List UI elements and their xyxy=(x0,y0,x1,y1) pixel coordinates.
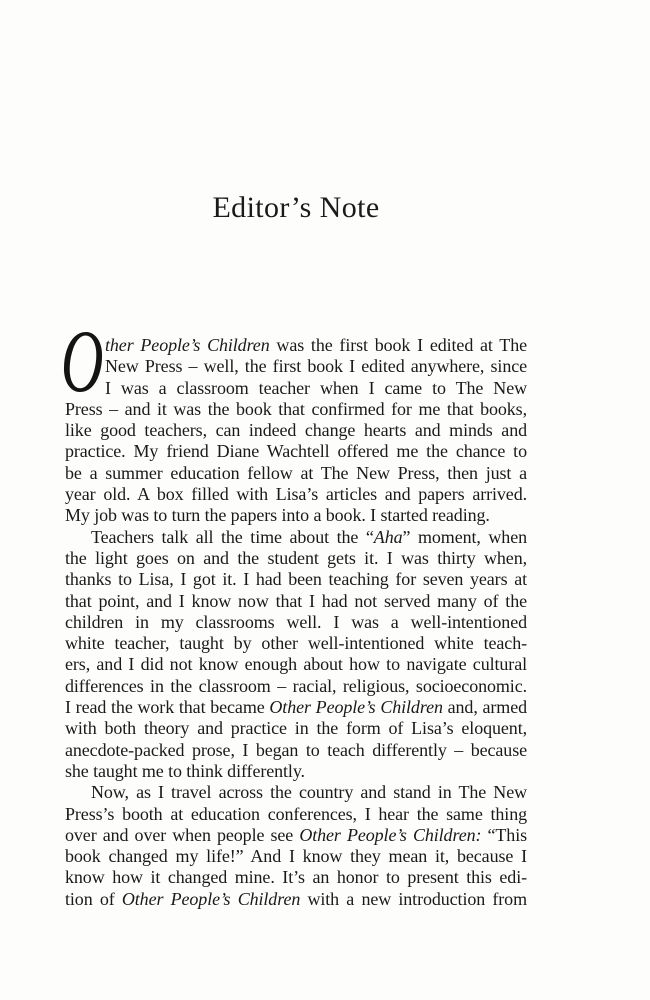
text-line xyxy=(65,527,527,548)
text-run: Press – and it was the book that confirmed for me that books, xyxy=(65,398,527,419)
text-run: book changed my life!” And I know they mean it, because I xyxy=(65,846,527,867)
page-title: Editor’s Note xyxy=(212,191,380,224)
text-line xyxy=(65,740,527,761)
text-run: New Press – well, the first book I edited anywhere, since xyxy=(105,356,527,377)
text-line xyxy=(65,463,527,484)
text-run: Teachers talk all the time about the “ xyxy=(91,526,374,547)
text-line xyxy=(65,867,527,888)
text-run: thanks to Lisa, I got it. I had been teaching for seven years at xyxy=(65,569,527,590)
text-line xyxy=(65,697,527,718)
text-run: know how it changed mine. It’s an honor to present this edi- xyxy=(65,867,527,888)
text-run: white teacher, taught by other well-intentioned white teach- xyxy=(65,633,527,654)
text-line xyxy=(65,804,527,825)
text-line xyxy=(65,420,527,441)
text-line xyxy=(65,889,527,910)
text-line xyxy=(65,591,527,612)
text-line xyxy=(65,356,527,377)
text-run: practice. My friend Diane Wachtell offered me the chance to xyxy=(65,441,527,462)
text-line xyxy=(65,825,527,846)
body-text xyxy=(61,313,527,910)
text-line xyxy=(65,378,527,399)
text-run: and, armed xyxy=(442,697,527,718)
text-line xyxy=(65,718,527,739)
text-run: with both theory and practice in the form of Lisa’s eloquent, xyxy=(65,718,527,739)
text-run: was the first book I edited at The xyxy=(269,335,527,355)
text-run: “This xyxy=(481,824,527,845)
text-line xyxy=(65,484,527,505)
text-line xyxy=(65,761,527,782)
text-run: she taught me to think differently. xyxy=(65,760,305,781)
text-run: Now, as I travel across the country and stand in The New xyxy=(91,782,527,803)
text-run: I read the work that became xyxy=(65,697,270,718)
text-run: year old. A box filled with Lisa’s articles and papers arrived. xyxy=(65,484,527,505)
text-line xyxy=(65,676,527,697)
text-line xyxy=(65,399,527,420)
text-run: differences in the classroom – racial, religious, socioeconomic. xyxy=(65,675,527,696)
italic-text-run: Aha xyxy=(373,526,403,547)
text-run: over and over when people see xyxy=(65,824,300,845)
text-run: be a summer education fellow at The New Press, then just a xyxy=(65,462,527,483)
text-line xyxy=(65,633,527,654)
text-run: I was a classroom teacher when I came to The New xyxy=(105,377,527,398)
text-line xyxy=(65,505,527,526)
text-line xyxy=(65,782,527,803)
text-run: My job was to turn the papers into a book. I started reading. xyxy=(65,505,490,526)
text-run: anecdote-packed prose, I began to teach differently – because xyxy=(65,739,527,760)
text-line xyxy=(65,569,527,590)
text-run: like good teachers, can indeed change hearts and minds and xyxy=(65,420,527,441)
drop-cap: O xyxy=(61,313,104,411)
text-run: that point, and I know now that I had not served many of the xyxy=(65,590,527,611)
text-run: tion of xyxy=(65,888,122,909)
text-run: Press’s booth at education conferences, I hear the same thing xyxy=(65,803,527,824)
italic-text-run: Other People’s Children xyxy=(269,697,443,718)
italic-text-run: Other People’s Children xyxy=(121,888,301,909)
text-line xyxy=(65,612,527,633)
text-run: children in my classrooms well. I was a well-intentioned xyxy=(65,611,527,632)
text-run: with a new introduction from xyxy=(300,888,527,909)
text-line xyxy=(65,846,527,867)
text-run: the light goes on and the student gets it. I was thirty when, xyxy=(65,547,527,568)
text-line xyxy=(65,548,527,569)
italic-text-run: Other People’s Children: xyxy=(299,824,482,845)
text-run: ” moment, when xyxy=(402,526,527,547)
italic-text-run: ther People’s Children xyxy=(105,335,270,355)
text-line xyxy=(65,335,527,356)
text-run: ers, and I did not know enough about how to navigate cultural xyxy=(65,654,527,675)
text-line xyxy=(65,654,527,675)
text-line xyxy=(65,441,527,462)
